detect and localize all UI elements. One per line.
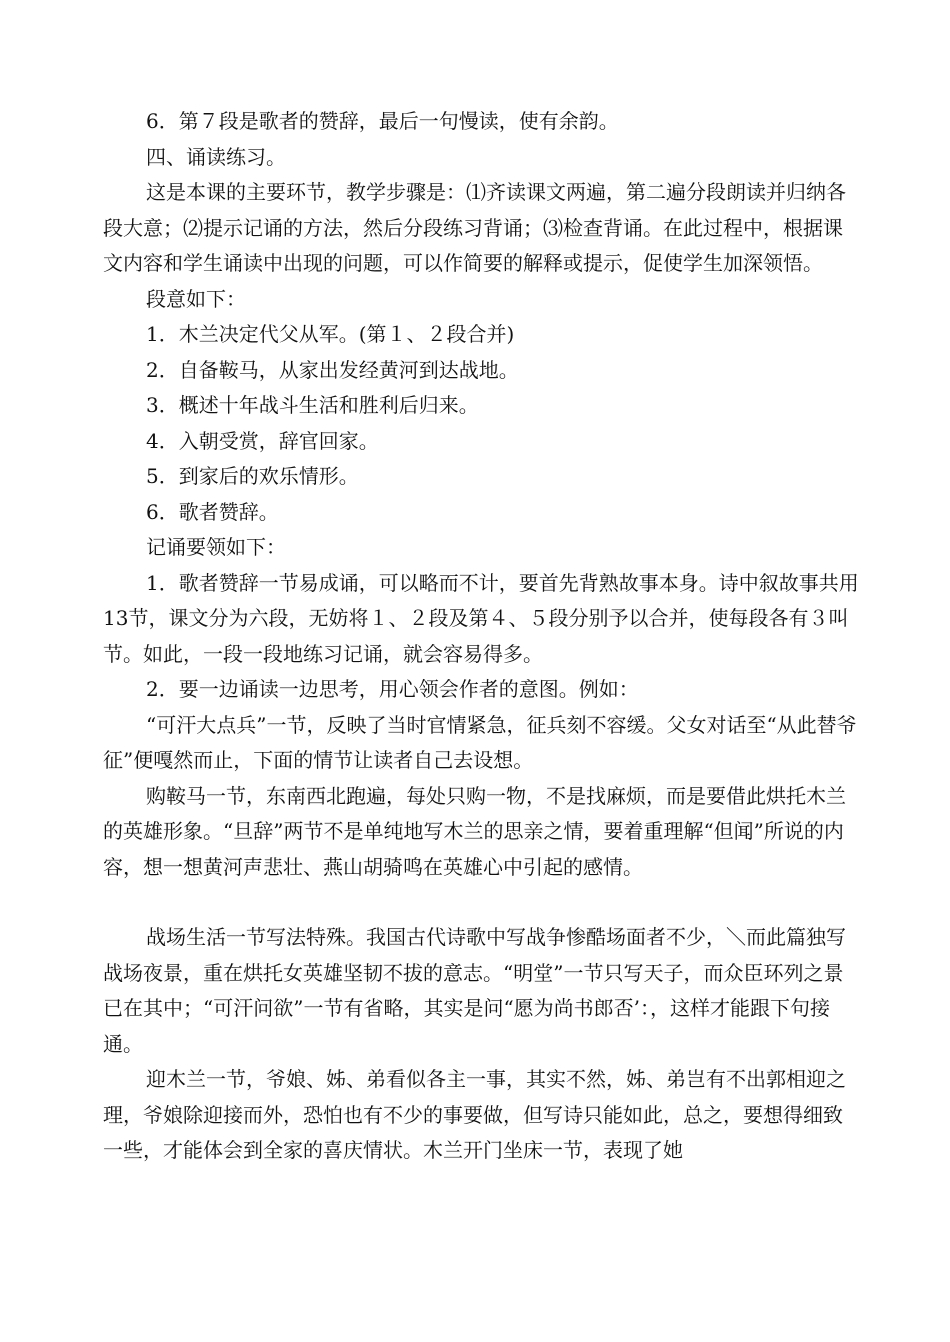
list-item-meaning-6: 6．歌者赞辞。 [146, 499, 279, 524]
section-heading-recitation: 四、诵读练习。 [146, 144, 286, 169]
paragraph-buying-horses: 购鞍马一节，东南西北跑遍，每处只购一物，不是找麻烦，而是要借此烘托木兰的英雄形象。“旦辞”两节不是单纯地写木兰的思亲之情，要着重理解“但闻”所说的内容，想一想黄河声悲壮、燕山胡骑鸣在英雄心中引起的感情。 [103, 783, 846, 879]
list-item-meaning-1: 1．木兰决定代父从军。(第１、２段合并) [146, 322, 515, 346]
paragraph-spacer [103, 885, 862, 920]
paragraph-section-meanings-heading: 段意如下： [146, 286, 246, 311]
list-item-meaning-3: 3．概述十年战斗生活和胜利后归来。 [146, 393, 479, 417]
paragraph-memorization-1: 1．歌者赞辞一节易成诵，可以略而不计，要首先背熟故事本身。诗中叙故事共用13节，课文分为六段，无妨将１、２段及第４、５段分别予以合并，使每段各有３叫节。如此，一段一段地练习记诵，就会容易得多。 [103, 570, 859, 666]
paragraph-point-6: 6．第７段是歌者的赞辞，最后一句慢读，使有余韵。 [146, 109, 619, 133]
paragraph-welcoming-mulan: 迎木兰一节，爷娘、姊、弟看似各主一事，其实不然，姊、弟岂有不出郭相迎之理，爷娘除迎接而外，恐怕也有不少的事要做，但写诗只能如此，总之，要想得细致一些，才能体会到全家的喜庆情状。木兰开门坐床一节，表现了她 [103, 1067, 846, 1162]
paragraph-teaching-steps: 这是本课的主要环节，教学步骤是：⑴齐读课文两遍，第二遍分段朗读并归纳各段大意；⑵提示记诵的方法，然后分段练习背诵；⑶检查背诵。在此过程中，根据课文内容和学生诵读中出现的问题，可以作简要的解释或提示，促使学生加深领悟。 [103, 180, 846, 275]
paragraph-memorization-2: 2．要一边诵读一边思考，用心领会作者的意图。例如： [146, 677, 639, 701]
paragraph-khan-conscription: “可汗大点兵”一节，反映了当时官情紧急，征兵刻不容缓。父女对话至“从此替爷征”便嘎然而止，下面的情节让读者自己去设想。 [103, 712, 857, 772]
paragraph-memorization-heading: 记诵要领如下： [146, 535, 286, 559]
paragraph-battlefield-life: 战场生活一节写法特殊。我国古代诗歌中写战争惨酷场面者不少，＼而此篇独写战场夜景，重在烘托女英雄坚韧不拔的意志。“明堂”一节只写天子，而众臣环列之景已在其中；“可汗问欲”一节有省略，其实是问“愿为尚书郎否’：，这样才能跟下句接通。 [103, 925, 846, 1056]
list-item-meaning-4: 4．入朝受赏，辞官回家。 [146, 428, 379, 453]
list-item-meaning-2: 2．自备鞍马，从家出发经黄河到达战地。 [146, 357, 519, 382]
list-item-meaning-5: 5．到家后的欢乐情形。 [146, 464, 359, 488]
